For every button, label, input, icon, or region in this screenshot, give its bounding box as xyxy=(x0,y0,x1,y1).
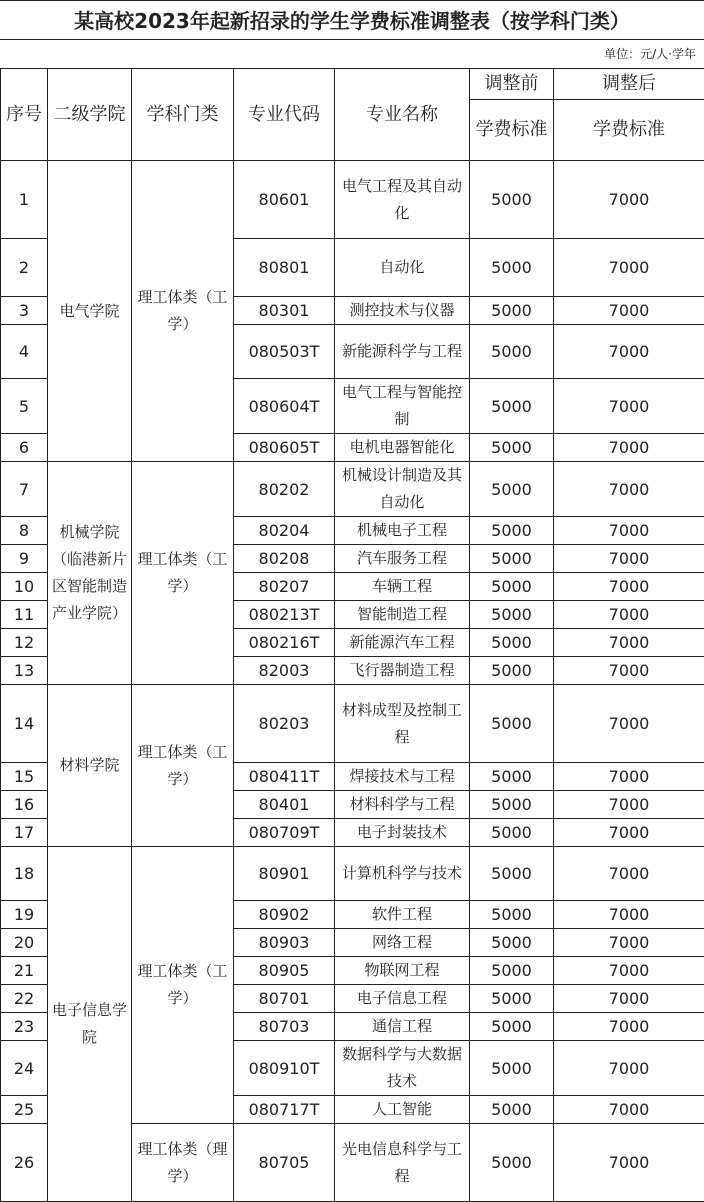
fee-before-cell: 5000 xyxy=(470,573,554,601)
seq-cell: 1 xyxy=(1,161,48,239)
major-name-cell: 电气工程及其自动化 xyxy=(335,161,470,239)
unit-note: 单位：元/人·学年 xyxy=(0,40,704,68)
fee-after-cell: 7000 xyxy=(554,573,704,601)
code-cell: 080709T xyxy=(234,819,335,847)
code-cell: 80207 xyxy=(234,573,335,601)
fee-before-cell: 5000 xyxy=(470,379,554,434)
header-before-top: 调整前 xyxy=(470,69,554,100)
fee-before-cell: 5000 xyxy=(470,601,554,629)
major-name-cell: 机械电子工程 xyxy=(335,517,470,545)
code-cell: 80701 xyxy=(234,985,335,1013)
fee-after-cell: 7000 xyxy=(554,791,704,819)
major-name-cell: 光电信息科学与工程 xyxy=(335,1124,470,1202)
major-name-cell: 材料科学与工程 xyxy=(335,791,470,819)
fee-before-cell: 5000 xyxy=(470,629,554,657)
college-cell: 机械学院（临港新片区智能制造产业学院） xyxy=(48,462,132,685)
fee-after-cell: 7000 xyxy=(554,239,704,297)
header-name: 专业名称 xyxy=(335,69,470,161)
seq-cell: 22 xyxy=(1,985,48,1013)
fee-before-cell: 5000 xyxy=(470,847,554,901)
code-cell: 80703 xyxy=(234,1013,335,1041)
major-name-cell: 智能制造工程 xyxy=(335,601,470,629)
fee-after-cell: 7000 xyxy=(554,901,704,929)
seq-cell: 19 xyxy=(1,901,48,929)
fee-before-cell: 5000 xyxy=(470,434,554,462)
fee-after-cell: 7000 xyxy=(554,325,704,379)
category-cell: 理工体类（工学） xyxy=(132,685,234,847)
major-name-cell: 新能源科学与工程 xyxy=(335,325,470,379)
major-name-cell: 新能源汽车工程 xyxy=(335,629,470,657)
code-cell: 80301 xyxy=(234,297,335,325)
major-name-cell: 数据科学与大数据技术 xyxy=(335,1041,470,1096)
fee-after-cell: 7000 xyxy=(554,819,704,847)
seq-cell: 12 xyxy=(1,629,48,657)
fee-before-cell: 5000 xyxy=(470,1041,554,1096)
fee-before-cell: 5000 xyxy=(470,763,554,791)
seq-cell: 9 xyxy=(1,545,48,573)
seq-cell: 14 xyxy=(1,685,48,763)
fee-after-cell: 7000 xyxy=(554,657,704,685)
code-cell: 80208 xyxy=(234,545,335,573)
major-name-cell: 通信工程 xyxy=(335,1013,470,1041)
fee-after-cell: 7000 xyxy=(554,685,704,763)
fee-before-cell: 5000 xyxy=(470,517,554,545)
code-cell: 80202 xyxy=(234,462,335,517)
code-cell: 080910T xyxy=(234,1041,335,1096)
code-cell: 080717T xyxy=(234,1096,335,1124)
fee-after-cell: 7000 xyxy=(554,297,704,325)
seq-cell: 20 xyxy=(1,929,48,957)
seq-cell: 2 xyxy=(1,239,48,297)
fee-before-cell: 5000 xyxy=(470,819,554,847)
code-cell: 80203 xyxy=(234,685,335,763)
fee-before-cell: 5000 xyxy=(470,791,554,819)
code-cell: 80905 xyxy=(234,957,335,985)
header-before-bottom: 学费标准 xyxy=(470,100,554,161)
seq-cell: 18 xyxy=(1,847,48,901)
seq-cell: 26 xyxy=(1,1124,48,1202)
table-row xyxy=(1,685,704,763)
major-name-cell: 飞行器制造工程 xyxy=(335,657,470,685)
fee-after-cell: 7000 xyxy=(554,379,704,434)
fee-before-cell: 5000 xyxy=(470,462,554,517)
code-cell: 80601 xyxy=(234,161,335,239)
fee-before-cell: 5000 xyxy=(470,239,554,297)
seq-cell: 3 xyxy=(1,297,48,325)
header-seq: 序号 xyxy=(1,69,48,161)
fee-before-cell: 5000 xyxy=(470,685,554,763)
code-cell: 82003 xyxy=(234,657,335,685)
seq-cell: 21 xyxy=(1,957,48,985)
major-name-cell: 车辆工程 xyxy=(335,573,470,601)
major-name-cell: 焊接技术与工程 xyxy=(335,763,470,791)
code-cell: 80401 xyxy=(234,791,335,819)
seq-cell: 11 xyxy=(1,601,48,629)
header-after-bottom: 学费标准 xyxy=(554,100,704,161)
header-code: 专业代码 xyxy=(234,69,335,161)
fee-before-cell: 5000 xyxy=(470,1096,554,1124)
code-cell: 80901 xyxy=(234,847,335,901)
code-cell: 80204 xyxy=(234,517,335,545)
category-cell: 理工体类（工学） xyxy=(132,161,234,462)
seq-cell: 16 xyxy=(1,791,48,819)
table-row xyxy=(1,161,704,239)
fee-after-cell: 7000 xyxy=(554,161,704,239)
code-cell: 80801 xyxy=(234,239,335,297)
fee-before-cell: 5000 xyxy=(470,957,554,985)
seq-cell: 15 xyxy=(1,763,48,791)
seq-cell: 6 xyxy=(1,434,48,462)
fee-before-cell: 5000 xyxy=(470,545,554,573)
header-after-top: 调整后 xyxy=(554,69,704,100)
major-name-cell: 测控技术与仪器 xyxy=(335,297,470,325)
fee-before-cell: 5000 xyxy=(470,657,554,685)
fee-after-cell: 7000 xyxy=(554,545,704,573)
major-name-cell: 电机电器智能化 xyxy=(335,434,470,462)
header-category: 学科门类 xyxy=(132,69,234,161)
fee-after-cell: 7000 xyxy=(554,462,704,517)
code-cell: 080503T xyxy=(234,325,335,379)
fee-after-cell: 7000 xyxy=(554,847,704,901)
fee-after-cell: 7000 xyxy=(554,1096,704,1124)
fee-after-cell: 7000 xyxy=(554,434,704,462)
seq-cell: 8 xyxy=(1,517,48,545)
header-row xyxy=(1,69,704,100)
seq-cell: 17 xyxy=(1,819,48,847)
seq-cell: 25 xyxy=(1,1096,48,1124)
seq-cell: 24 xyxy=(1,1041,48,1096)
code-cell: 80903 xyxy=(234,929,335,957)
major-name-cell: 网络工程 xyxy=(335,929,470,957)
seq-cell: 13 xyxy=(1,657,48,685)
fee-after-cell: 7000 xyxy=(554,985,704,1013)
fee-after-cell: 7000 xyxy=(554,1124,704,1202)
code-cell: 080604T xyxy=(234,379,335,434)
code-cell: 080411T xyxy=(234,763,335,791)
fee-before-cell: 5000 xyxy=(470,297,554,325)
category-cell: 理工体类（工学） xyxy=(132,847,234,1124)
fee-before-cell: 5000 xyxy=(470,901,554,929)
fee-before-cell: 5000 xyxy=(470,929,554,957)
fee-before-cell: 5000 xyxy=(470,1013,554,1041)
fee-after-cell: 7000 xyxy=(554,957,704,985)
fee-after-cell: 7000 xyxy=(554,1013,704,1041)
college-cell: 电气学院 xyxy=(48,161,132,462)
code-cell: 80902 xyxy=(234,901,335,929)
fee-after-cell: 7000 xyxy=(554,629,704,657)
major-name-cell: 物联网工程 xyxy=(335,957,470,985)
seq-cell: 4 xyxy=(1,325,48,379)
major-name-cell: 汽车服务工程 xyxy=(335,545,470,573)
fee-after-cell: 7000 xyxy=(554,929,704,957)
seq-cell: 5 xyxy=(1,379,48,434)
major-name-cell: 软件工程 xyxy=(335,901,470,929)
fee-before-cell: 5000 xyxy=(470,1124,554,1202)
fee-after-cell: 7000 xyxy=(554,1041,704,1096)
fee-after-cell: 7000 xyxy=(554,517,704,545)
major-name-cell: 电子信息工程 xyxy=(335,985,470,1013)
fee-after-cell: 7000 xyxy=(554,763,704,791)
major-name-cell: 人工智能 xyxy=(335,1096,470,1124)
college-cell: 电子信息学院 xyxy=(48,847,132,1202)
fee-before-cell: 5000 xyxy=(470,985,554,1013)
seq-cell: 10 xyxy=(1,573,48,601)
code-cell: 80705 xyxy=(234,1124,335,1202)
major-name-cell: 计算机科学与技术 xyxy=(335,847,470,901)
header-college: 二级学院 xyxy=(48,69,132,161)
college-cell: 材料学院 xyxy=(48,685,132,847)
code-cell: 080216T xyxy=(234,629,335,657)
page-title: 某高校2023年起新招录的学生学费标准调整表（按学科门类） xyxy=(0,0,704,40)
category-cell: 理工体类（工学） xyxy=(132,462,234,685)
fee-after-cell: 7000 xyxy=(554,601,704,629)
fee-table xyxy=(0,68,704,1202)
category-cell: 理工体类（理学） xyxy=(132,1124,234,1202)
code-cell: 080605T xyxy=(234,434,335,462)
fee-before-cell: 5000 xyxy=(470,161,554,239)
table-row xyxy=(1,462,704,517)
major-name-cell: 自动化 xyxy=(335,239,470,297)
major-name-cell: 机械设计制造及其自动化 xyxy=(335,462,470,517)
major-name-cell: 材料成型及控制工程 xyxy=(335,685,470,763)
major-name-cell: 电气工程与智能控制 xyxy=(335,379,470,434)
fee-before-cell: 5000 xyxy=(470,325,554,379)
seq-cell: 7 xyxy=(1,462,48,517)
code-cell: 080213T xyxy=(234,601,335,629)
table-row xyxy=(1,847,704,901)
major-name-cell: 电子封装技术 xyxy=(335,819,470,847)
seq-cell: 23 xyxy=(1,1013,48,1041)
